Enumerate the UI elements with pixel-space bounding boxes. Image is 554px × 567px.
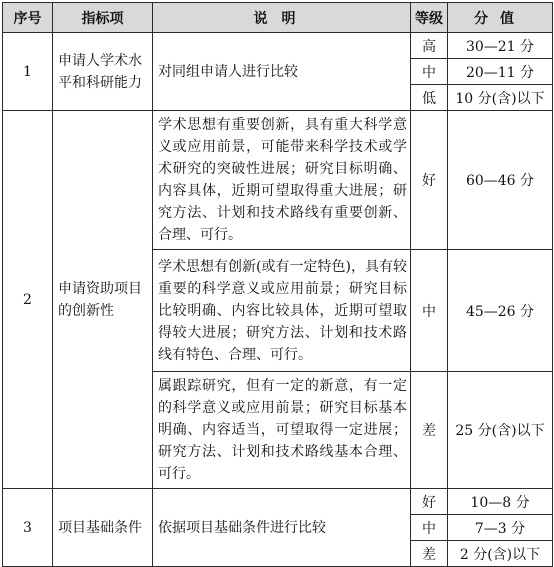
row-2-description-mid: 学术思想有创新(或有一定特色)，具有较重要的科学意义或应用前景；研究目标比较明确、内容比较具体，近期可望取得较大进展；研究方法、计划和技术路线有特色、合理、可行。 [153,250,411,372]
row-1-serial-no: 1 [3,33,53,111]
header-description: 说明 [153,3,411,33]
row-2-description-poor: 属跟踪研究，但有一定的新意，有一定的科学意义或应用前景；研究目标基本明确、内容适当，可望取得一定进展；研究方法、计划和技术路线基本合理、可行。 [153,372,411,489]
row-1-description: 对同组申请人进行比较 [153,33,411,111]
row-2-score-poor: 25 分(含)以下 [448,372,553,489]
row-1-score-low: 10 分(含)以下 [448,85,553,111]
row-3-grade-poor: 差 [411,541,448,567]
row-1-indicator: 申请人学术水平和科研能力 [53,33,153,111]
header-row [3,3,553,33]
row-3-grade-good: 好 [411,489,448,515]
table-row [3,111,553,250]
header-indicator: 指标项 [53,3,153,33]
row-2-score-mid: 45—26 分 [448,250,553,372]
row-1-grade-low: 低 [411,85,448,111]
row-3-description: 依据项目基础条件进行比较 [153,489,411,567]
row-2-grade-good: 好 [411,111,448,250]
row-1-score-mid: 20—11 分 [448,59,553,85]
row-2-indicator: 申请资助项目的创新性 [53,111,153,489]
header-score: 分值 [448,3,553,33]
table-row [3,489,553,515]
row-1-grade-mid: 中 [411,59,448,85]
row-3-score-good: 10—8 分 [448,489,553,515]
row-3-score-mid: 7—3 分 [448,515,553,541]
header-grade: 等级 [411,3,448,33]
row-2-grade-mid: 中 [411,250,448,372]
row-2-serial-no: 2 [3,111,53,489]
row-3-grade-mid: 中 [411,515,448,541]
row-2-description-good: 学术思想有重要创新，具有重大科学意义或应用前景，可能带来科学技术或学术研究的突破性进展；研究目标明确、内容具体，近期可望取得重大进展；研究方法、计划和技术路线有重要创新、合理、可行。 [153,111,411,250]
row-2-score-good: 60—46 分 [448,111,553,250]
row-3-indicator: 项目基础条件 [53,489,153,567]
row-1-grade-high: 高 [411,33,448,59]
row-2-grade-poor: 差 [411,372,448,489]
table-row [3,33,553,59]
row-3-score-poor: 2 分(含)以下 [448,541,553,567]
header-serial-no: 序号 [3,3,53,33]
evaluation-criteria-table [2,2,553,567]
row-3-serial-no: 3 [3,489,53,567]
row-1-score-high: 30—21 分 [448,33,553,59]
